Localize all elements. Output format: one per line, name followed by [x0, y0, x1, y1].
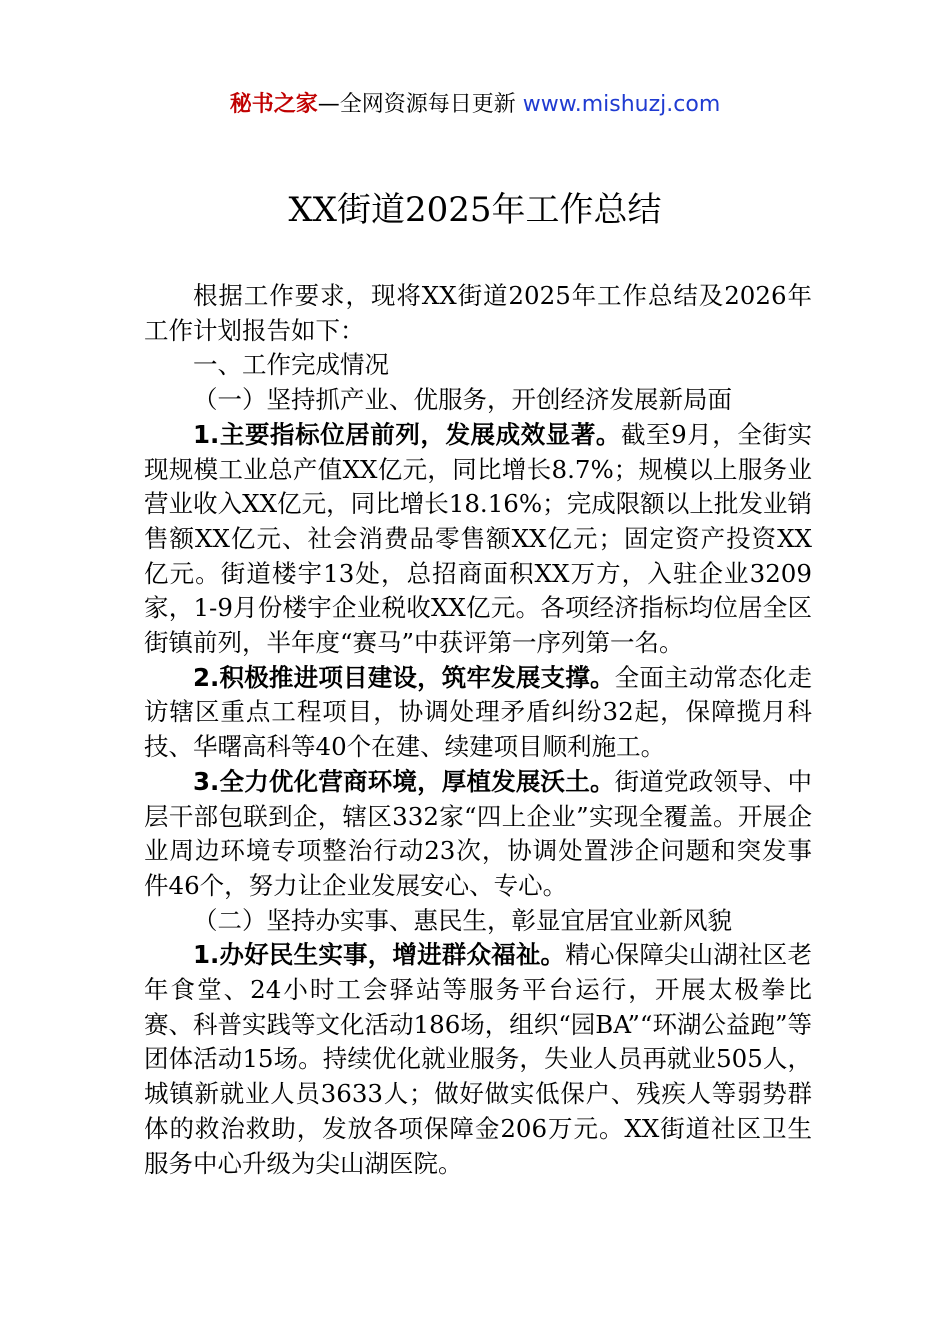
paragraph-lead: 1.办好民生实事，增进群众福祉。 [193, 940, 566, 970]
paragraph-lead: 2.积极推进项目建设，筑牢发展支撑。 [193, 662, 615, 692]
numbered-paragraph [144, 418, 812, 661]
intro-paragraph: 根据工作要求，现将XX街道2025年工作总结及2026年工作计划报告如下： [144, 281, 812, 345]
numbered-paragraph [144, 661, 812, 765]
numbered-paragraph [144, 765, 812, 904]
paragraph-body: 街道党政领导、中层干部包联到企，辖区332家“四上企业”实现全覆盖。开展企业周边环境专项整治行动23次，协调处置涉企问题和突发事件46个，努力让企业发展安心、专心。 [144, 766, 812, 900]
document-title: XX街道2025年工作总结 [288, 190, 662, 230]
paragraph-lead: 1.主要指标位居前列，发展成效显著。 [193, 419, 621, 449]
subsection-heading: （一）坚持抓产业、优服务，开创经济发展新局面 [193, 385, 732, 415]
paragraph-body: 全面主动常态化走访辖区重点工程项目，协调处理矛盾纠纷32起，保障揽月科技、华曙高科等40个在建、续建项目顺利施工。 [144, 662, 812, 762]
section-heading: 一、工作完成情况 [193, 350, 389, 380]
subsection-heading: （二）坚持办实事、惠民生，彰显宜居宜业新风貌 [193, 905, 732, 935]
paragraph-lead: 3.全力优化营商环境，厚植发展沃土。 [193, 766, 615, 796]
header-slogan: —全网资源每日更新 [317, 92, 523, 117]
site-header [0, 88, 950, 122]
numbered-paragraph [144, 938, 812, 1181]
site-url-link[interactable]: www.mishuzj.com [522, 92, 721, 117]
document-body [144, 279, 812, 1181]
brand-name: 秘书之家 [229, 92, 318, 117]
paragraph-body: 精心保障尖山湖社区老年食堂、24小时工会驿站等服务平台运行，开展太极拳比赛、科普实践等文化活动186场，组织“园BA”“环湖公益跑”等团体活动15场。持续优化就业服务，失业人员再就业505人，城镇新就业人员3633人；做好做实低保户、残疾人等弱势群体的救治救助，发放各项保障金206万元。XX街道社区卫生服务中心升级为尖山湖医院。 [144, 940, 813, 1178]
paragraph-body: 截至9月，全街实现规模工业总产值XX亿元，同比增长8.7%；规模以上服务业营业收入XX亿元，同比增长18.16%；完成限额以上批发业销售额XX亿元、社会消费品零售额XX亿元；固定资产投资XX亿元。街道楼宇13处，总招商面积XX万方，入驻企业3209家，1-9月份楼宇企业税收XX亿元。各项经济指标均位居全区街镇前列，半年度“赛马”中获评第一序列第一名。 [144, 419, 812, 658]
